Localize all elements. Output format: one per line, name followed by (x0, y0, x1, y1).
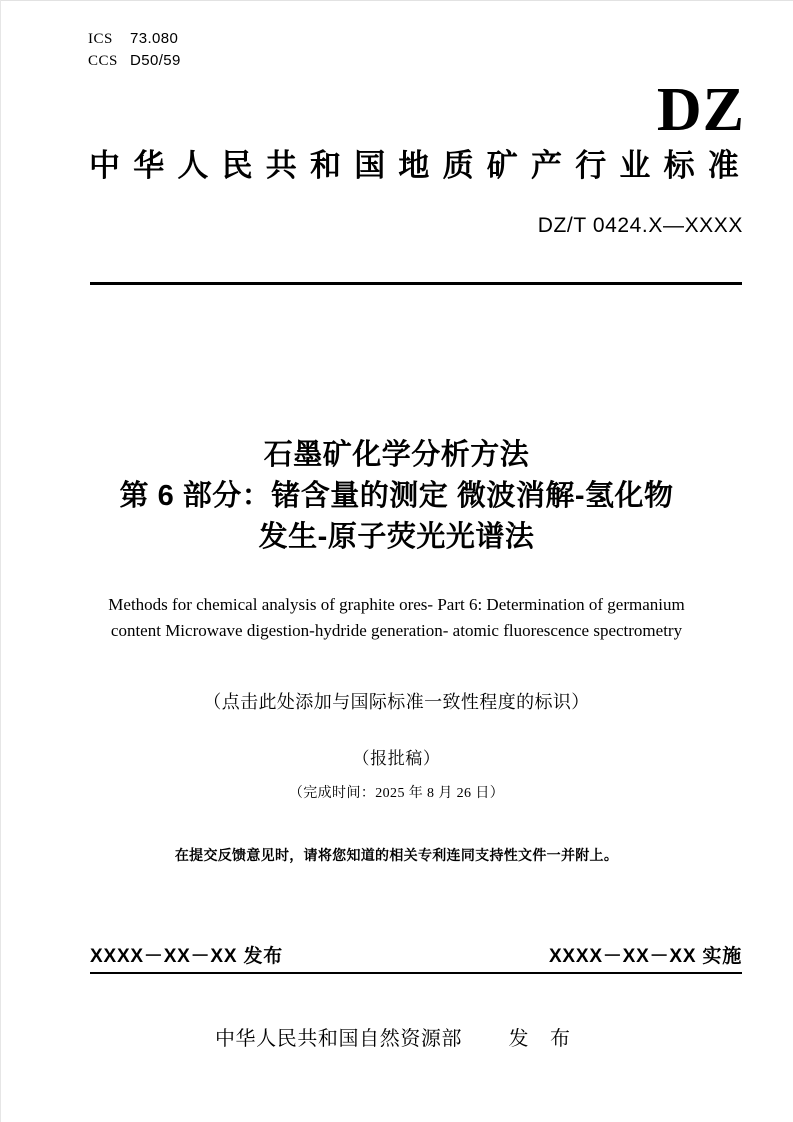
issue-date: XXXX－XX－XX 发布 (90, 946, 284, 967)
footer-divider-rule (90, 972, 742, 974)
patent-notice: 在提交反馈意见时，请将您知道的相关专利连同支持性文件一并附上。 (174, 849, 619, 864)
page-edge-top (0, 0, 793, 1)
standard-number: DZ/T 0424.X—XXXX (537, 214, 743, 237)
implement-date: XXXX－XX－XX 实施 (548, 946, 742, 967)
standard-header-title: 中华人民共和国地质矿产行业标准 (89, 148, 752, 183)
ics-code-label: ICS (88, 31, 113, 47)
dates-row (90, 941, 742, 968)
issuing-authority-name: 中华人民共和国自然资源部 (214, 1028, 463, 1050)
document-title (0, 435, 793, 558)
consistency-note: （点击此处添加与国际标准一致性程度的标识） (203, 692, 590, 712)
ccs-code-label: CCS (88, 53, 118, 69)
ics-code-value: 73.080 (130, 30, 179, 47)
title-line-1: 石墨矿化学分析方法 (263, 439, 530, 471)
ccs-code-value: D50/59 (130, 52, 181, 69)
draft-stage-note: （报批稿） (352, 749, 441, 768)
header-divider-rule (90, 282, 742, 285)
classification-codes (88, 30, 181, 74)
subtitle-line-1: Methods for chemical analysis of graphite ores- Part 6: Determination of germanium (108, 595, 685, 614)
document-subtitle-english (0, 592, 793, 644)
issue-word: 发 布 (508, 1028, 579, 1050)
ics-code-row (88, 30, 181, 52)
issuing-authority (0, 1022, 793, 1051)
title-line-3: 发生-原子荧光光谱法 (258, 521, 535, 553)
page-edge-left (0, 0, 1, 1122)
subtitle-line-2: content Microwave digestion-hydride generation- atomic fluorescence spectrometry (110, 621, 683, 640)
title-line-2: 第 6 部分：锗含量的测定 微波消解-氢化物 (119, 480, 674, 512)
dz-logo: DZ (656, 76, 745, 144)
ccs-code-row (88, 52, 181, 74)
completion-date-note: （完成时间：2025 年 8 月 26 日） (288, 786, 505, 801)
